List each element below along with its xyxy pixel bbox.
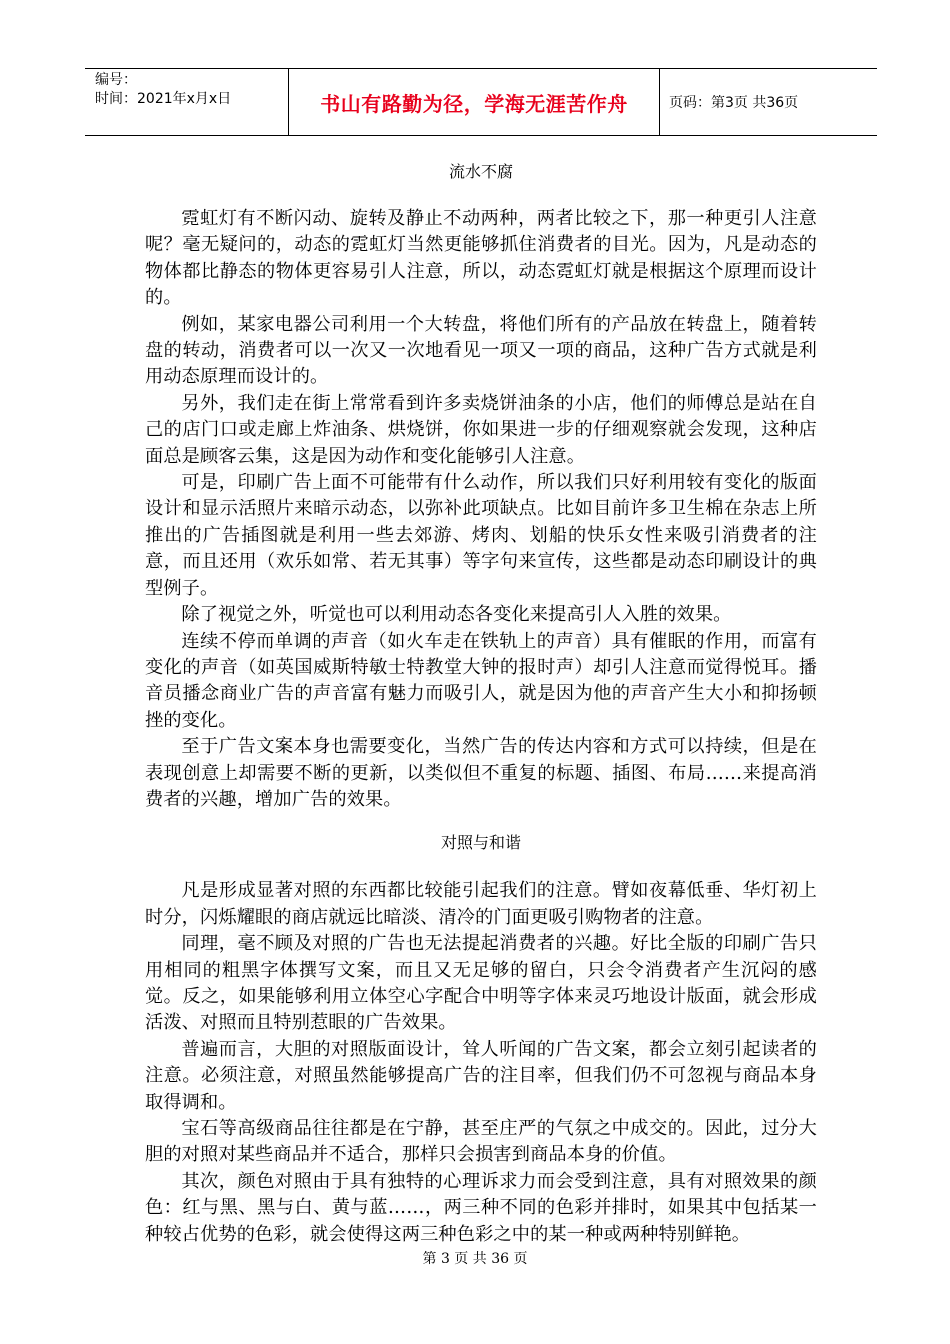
- page-header: [85, 68, 877, 136]
- header-motto: 书山有路勤为径，学海无涯苦作舟: [288, 69, 660, 135]
- paragraph: 凡是形成显著对照的东西都比较能引起我们的注意。臂如夜幕低垂、华灯初上时分，闪烁耀眼的商店就远比暗淡、清冷的门面更吸引购物者的注意。: [145, 880, 817, 928]
- page-footer: 第 3 页 共 36 页: [422, 1251, 528, 1267]
- serial-number-label: 编号：: [95, 72, 137, 88]
- paragraph: 可是，印刷广告上面不可能带有什么动作，所以我们只好利用较有变化的版面设计和显示活照片来暗示动态，以弥补此项缺点。比如目前许多卫生棉在杂志上所推出的广告插图就是利用一些去郊游、烤肉、划船的快乐女性来吸引消费者的注意，而且还用（欢乐如常、若无其事）等字句来宣传，这些都是动态印刷设计的典型例子。: [145, 472, 817, 599]
- paragraph: 普遍而言，大胆的对照版面设计，耸人听闻的广告文案，都会立刻引起读者的注意。必须注意，对照虽然能够提高广告的注目率，但我们仍不可忽视与商品本身取得调和。: [145, 1038, 817, 1113]
- time-label: 时间：2021年x月x日: [95, 91, 232, 107]
- paragraph: 连续不停而单调的声音（如火车走在铁轨上的声音）具有催眠的作用，而富有变化的声音（如英国威斯特敏士特教堂大钟的报时声）却引人注意而觉得悦耳。播音员播念商业广告的声音富有魅力而吸引人，就是因为他的声音产生大小和抑扬顿挫的变化。: [145, 630, 817, 731]
- paragraph: 至于广告文案本身也需要变化，当然广告的传达内容和方式可以持续，但是在表现创意上却需要不断的更新，以类似但不重复的标题、插图、布局……来提高消费者的兴趣，增加广告的效果。: [145, 736, 817, 810]
- header-meta: [85, 69, 288, 135]
- paragraph: 例如，某家电器公司利用一个大转盘，将他们所有的产品放在转盘上，随着转盘的转动，消费者可以一次又一次地看见一项又一项的商品，这种广告方式就是利用动态原理而设计的。: [145, 313, 817, 388]
- paragraph: 霓虹灯有不断闪动、旋转及静止不动两种，两者比较之下，那一种更引人注意呢？毫无疑问的，动态的霓虹灯当然更能够抓住消费者的目光。因为，凡是动态的物体都比静态的物体更容易引人注意，所以，动态霓虹灯就是根据这个原理而设计的。: [145, 208, 817, 309]
- document-body: [145, 160, 817, 1248]
- paragraph: 其次，颜色对照由于具有独特的心理诉求力而会受到注意，具有对照效果的颜色：红与黑、黑与白、黄与蓝……，两三种不同的色彩并排时，如果其中包括某一种较占优势的色彩，就会使得这两三种色彩之中的某一种或两种特别鲜艳。: [145, 1170, 817, 1245]
- paragraph: 除了视觉之外，听觉也可以利用动态各变化来提高引人入胜的效果。: [181, 604, 732, 626]
- paragraph: 另外，我们走在街上常常看到许多卖烧饼油条的小店，他们的师傅总是站在自己的店门口或走廊上炸油条、烘烧饼，你如果进一步的仔细观察就会发现，这种店面总是顾客云集，这是因为动作和变化能够引人注意。: [145, 392, 817, 467]
- paragraph: 宝石等高级商品往往都是在宁静，甚至庄严的气氛之中成交的。因此，过分大胆的对照对某些商品并不适合，那样只会损害到商品本身的价值。: [145, 1118, 817, 1166]
- section-title: 流水不腐: [448, 162, 513, 181]
- section-title: 对照与和谐: [440, 833, 521, 853]
- paragraph: 同理，毫不顾及对照的广告也无法提起消费者的兴趣。好比全版的印刷广告只用相同的粗黑字体撰写文案，而且又无足够的留白，只会令消费者产生沉闷的感觉。反之，如果能够利用立体空心字配合中明等字体来灵巧地设计版面，就会形成活泼、对照而且特别惹眼的广告效果。: [145, 933, 817, 1034]
- header-page-number: 页码：第3页 共36页: [669, 95, 799, 111]
